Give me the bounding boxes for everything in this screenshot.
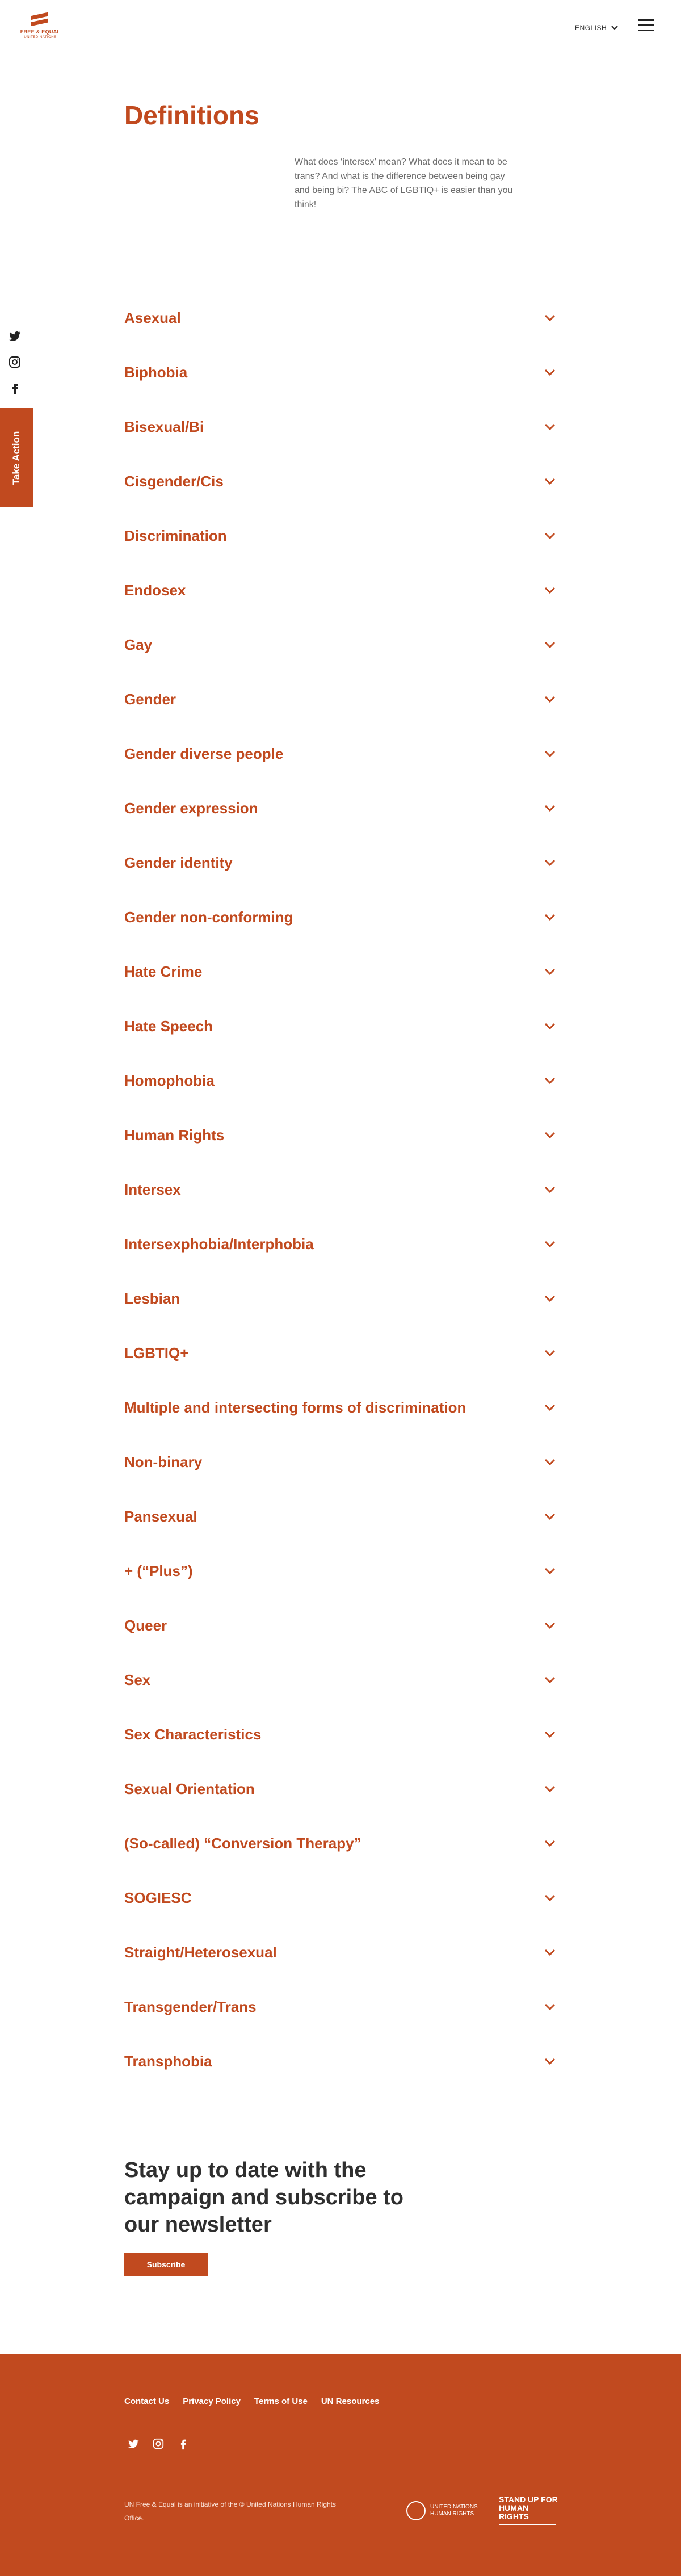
chevron-down-icon — [544, 1894, 556, 1902]
definition-label: Transgender/Trans — [124, 1998, 257, 2015]
definition-label: Hate Speech — [124, 1017, 213, 1035]
definition-item[interactable] — [124, 1435, 557, 1489]
definition-item[interactable] — [124, 999, 557, 1053]
instagram-icon[interactable] — [152, 2438, 165, 2450]
definition-item[interactable] — [124, 726, 557, 781]
definition-label: LGBTIQ+ — [124, 1344, 189, 1361]
chevron-down-icon — [544, 586, 556, 594]
definition-item[interactable] — [124, 2034, 557, 2088]
definition-item[interactable] — [124, 1271, 557, 1326]
chevron-down-icon — [544, 968, 556, 976]
logo-text: FREE & EQUAL — [20, 29, 61, 35]
page-title: Definitions — [124, 100, 259, 130]
stand-up-text: STAND UP FOR HUMAN RIGHTS — [499, 2495, 558, 2521]
definition-item[interactable] — [124, 291, 557, 345]
definition-item[interactable] — [124, 944, 557, 999]
chevron-down-icon — [544, 1839, 556, 1847]
definition-label: Gay — [124, 636, 153, 653]
footer-social — [127, 2438, 190, 2450]
footer-links — [124, 2397, 379, 2406]
chevron-down-icon — [544, 1730, 556, 1738]
chevron-down-icon — [544, 532, 556, 540]
definition-label: Sexual Orientation — [124, 1780, 255, 1797]
menu-icon[interactable] — [638, 19, 655, 33]
definition-label: Biphobia — [124, 363, 188, 381]
definition-label: Sex — [124, 1671, 151, 1688]
definition-item[interactable] — [124, 1598, 557, 1653]
definition-item[interactable] — [124, 617, 557, 672]
chevron-down-icon — [611, 26, 618, 30]
definition-label: Human Rights — [124, 1126, 225, 1144]
definition-label: Pansexual — [124, 1507, 197, 1525]
definition-item[interactable] — [124, 1380, 557, 1435]
facebook-icon[interactable] — [177, 2438, 190, 2450]
chevron-down-icon — [544, 2057, 556, 2065]
definition-item[interactable] — [124, 1108, 557, 1162]
definition-label: Discrimination — [124, 527, 227, 544]
intro-text: What does ‘intersex’ mean? What does it mean to be trans? And what is the difference between being gay and being bi? The ABC of LGBTIQ+ is easier than you think! — [295, 157, 513, 209]
definition-label: Multiple and intersecting forms of discrimination — [124, 1398, 466, 1416]
definition-item[interactable] — [124, 1544, 557, 1598]
definition-item[interactable] — [124, 400, 557, 454]
chevron-down-icon — [544, 695, 556, 703]
stand-up-logo[interactable] — [499, 2495, 558, 2525]
un-human-rights-logo[interactable] — [406, 2501, 478, 2520]
definition-item[interactable] — [124, 1162, 557, 1217]
chevron-down-icon — [544, 1948, 556, 1956]
site-header — [0, 0, 681, 57]
footer-link-privacy[interactable]: Privacy Policy — [183, 2397, 241, 2406]
chevron-down-icon — [544, 750, 556, 758]
un-logo-line-1: UNITED NATIONS — [430, 2504, 478, 2510]
chevron-down-icon — [544, 1676, 556, 1684]
un-logo-line-2: HUMAN RIGHTS — [430, 2511, 474, 2517]
definition-label: Straight/Heterosexual — [124, 1943, 277, 1961]
chevron-down-icon — [544, 1131, 556, 1139]
subscribe-button[interactable]: Subscribe — [124, 2253, 208, 2276]
chevron-down-icon — [544, 1349, 556, 1357]
definition-label: Gender expression — [124, 799, 258, 817]
definition-item[interactable] — [124, 1653, 557, 1707]
side-social-bar — [8, 329, 22, 407]
take-action-label: Take Action — [11, 431, 22, 485]
definition-item[interactable] — [124, 1980, 557, 2034]
definition-label: Cisgender/Cis — [124, 472, 224, 490]
definition-label: Intersexphobia/Interphobia — [124, 1235, 314, 1253]
definition-item[interactable] — [124, 1762, 557, 1816]
chevron-down-icon — [544, 1295, 556, 1302]
chevron-down-icon — [544, 423, 556, 431]
chevron-down-icon — [544, 1512, 556, 1520]
chevron-down-icon — [544, 368, 556, 376]
definition-label: Sex Characteristics — [124, 1725, 262, 1743]
free-equal-logo[interactable] — [19, 12, 61, 45]
definition-label: Non-binary — [124, 1453, 203, 1470]
footer-note: UN Free & Equal is an initiative of the © United Nations Human Rights Office. — [124, 2501, 337, 2522]
chevron-down-icon — [544, 1186, 556, 1194]
definition-item[interactable] — [124, 890, 557, 944]
chevron-down-icon — [544, 2003, 556, 2011]
chevron-down-icon — [544, 1403, 556, 1411]
site-footer — [0, 2354, 681, 2576]
footer-link-contact[interactable]: Contact Us — [124, 2397, 170, 2406]
footer-link-terms[interactable]: Terms of Use — [254, 2397, 308, 2406]
chevron-down-icon — [544, 859, 556, 867]
chevron-down-icon — [544, 1567, 556, 1575]
definition-item[interactable] — [124, 672, 557, 726]
definition-label: Intersex — [124, 1180, 181, 1198]
definition-item[interactable] — [124, 345, 557, 400]
twitter-icon[interactable] — [127, 2438, 140, 2450]
definition-label: Transphobia — [124, 2052, 212, 2070]
definition-item[interactable] — [124, 835, 557, 890]
definition-label: Queer — [124, 1616, 167, 1634]
definition-label: Homophobia — [124, 1071, 215, 1089]
definition-item[interactable] — [124, 509, 557, 563]
definition-label: Hate Crime — [124, 963, 203, 980]
take-action-button[interactable] — [0, 408, 33, 507]
chevron-down-icon — [544, 1022, 556, 1030]
definition-label: + (“Plus”) — [124, 1562, 193, 1579]
chevron-down-icon — [544, 804, 556, 812]
definitions-accordion — [124, 291, 557, 2088]
un-emblem-icon — [406, 2501, 426, 2520]
chevron-down-icon — [544, 913, 556, 921]
chevron-down-icon — [544, 641, 556, 649]
definition-item[interactable] — [124, 454, 557, 509]
definition-label: Gender identity — [124, 854, 233, 871]
definition-item[interactable] — [124, 781, 557, 835]
chevron-down-icon — [544, 1077, 556, 1085]
definition-label: Endosex — [124, 581, 186, 599]
definition-item[interactable] — [124, 1707, 557, 1762]
definition-label: (So-called) “Conversion Therapy” — [124, 1834, 361, 1852]
definition-label: Lesbian — [124, 1289, 180, 1307]
definition-item[interactable] — [124, 1816, 557, 1871]
definition-label: Gender — [124, 690, 176, 708]
definition-label: SOGIESC — [124, 1889, 192, 1906]
chevron-down-icon — [544, 1621, 556, 1629]
instagram-icon[interactable] — [8, 355, 22, 369]
definition-item[interactable] — [124, 1326, 557, 1380]
facebook-icon[interactable] — [8, 381, 22, 395]
definition-label: Bisexual/Bi — [124, 418, 204, 435]
footer-link-resources[interactable]: UN Resources — [321, 2397, 380, 2406]
chevron-down-icon — [544, 314, 556, 322]
chevron-down-icon — [544, 477, 556, 485]
definition-item[interactable] — [124, 1871, 557, 1925]
definition-label: Gender non-conforming — [124, 908, 293, 926]
definition-label: Asexual — [124, 309, 181, 326]
chevron-down-icon — [544, 1240, 556, 1248]
definition-item[interactable] — [124, 563, 557, 617]
definition-label: Gender diverse people — [124, 745, 284, 762]
twitter-icon[interactable] — [8, 329, 22, 343]
logo-subtext: UNITED NATIONS — [24, 36, 57, 39]
language-selector[interactable] — [575, 24, 618, 32]
language-label: ENGLISH — [575, 24, 607, 32]
newsletter-title: Stay up to date with the campaign and subscribe to our newsletter — [124, 2158, 403, 2237]
definition-item[interactable] — [124, 1053, 557, 1108]
chevron-down-icon — [544, 1458, 556, 1466]
definition-item[interactable] — [124, 1217, 557, 1271]
definition-item[interactable] — [124, 1925, 557, 1980]
definition-item[interactable] — [124, 1489, 557, 1544]
chevron-down-icon — [544, 1785, 556, 1793]
